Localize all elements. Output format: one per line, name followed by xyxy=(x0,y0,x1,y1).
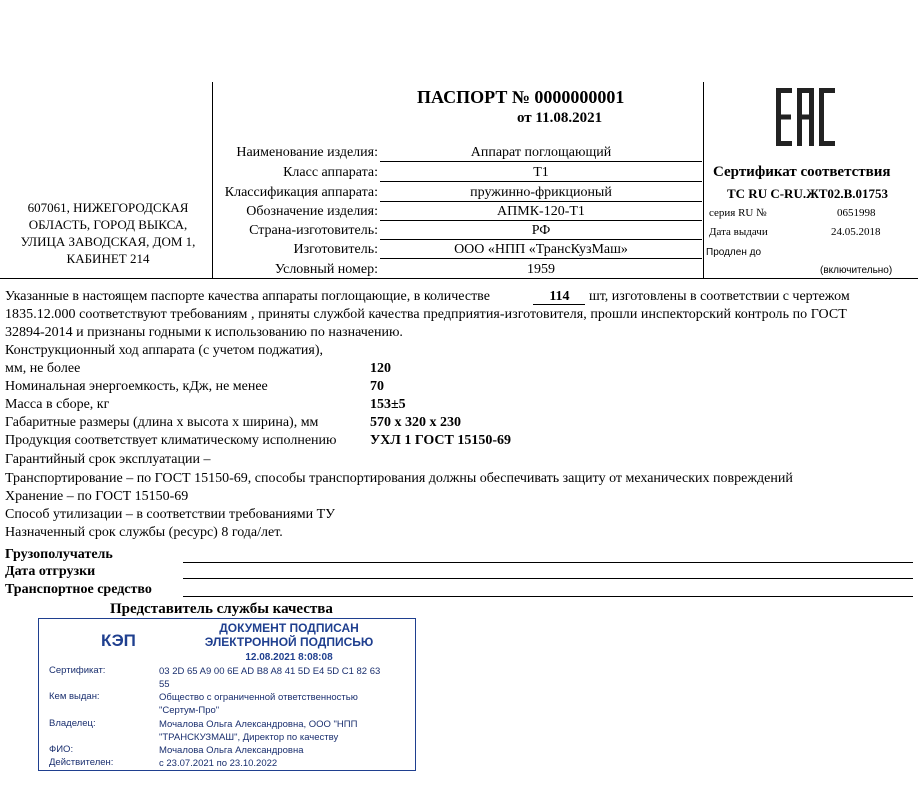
mass-label: Масса в сборе, кг xyxy=(5,397,110,412)
certificate-number: ТС RU C-RU.ЖТ02.В.01753 xyxy=(727,186,889,201)
field-label: Изготовитель: xyxy=(293,242,378,257)
passport-date: от 11.08.2021 xyxy=(517,110,603,126)
climate-label: Продукция соответствует климатическому исполнению xyxy=(5,433,337,448)
signed-heading-2: ЭЛЕКТРОННОЙ ПОДПИСЬЮ xyxy=(204,635,374,649)
address-line: 607061, НИЖЕГОРОДСКАЯ xyxy=(27,200,189,215)
field-value: 1959 xyxy=(527,262,555,277)
dims-value: 570 х 320 х 230 xyxy=(370,415,461,430)
field-label: Страна-изготовитель: xyxy=(249,223,378,238)
header-bottom-rule xyxy=(0,278,918,279)
extended-label: Продлен до xyxy=(706,247,762,258)
eac-mark-icon xyxy=(776,88,836,146)
cert-label: Сертификат: xyxy=(49,665,106,676)
field-value: Аппарат поглощающий xyxy=(380,145,702,162)
intro-line-3: 1835.12.000 соответствуют требованиям , приняты службой качества предприятия-изготовителя, прошли инспекторский контроль по ГОСТ xyxy=(5,307,847,322)
series-value: 0651998 xyxy=(837,207,876,219)
signed-datetime: 12.08.2021 8:08:08 xyxy=(245,652,333,663)
issue-date-value: 24.05.2018 xyxy=(831,226,881,238)
climate-value: УХЛ 1 ГОСТ 15150-69 xyxy=(370,433,512,448)
valid-value: с 23.07.2021 по 23.10.2022 xyxy=(159,758,278,769)
header-divider-right xyxy=(703,82,704,278)
dims-label: Габаритные размеры (длина х высота х ширина), мм xyxy=(5,415,319,430)
field-value: РФ xyxy=(380,223,702,240)
address-line: ОБЛАСТЬ, ГОРОД ВЫКСА, xyxy=(28,217,188,232)
mass-value: 153±5 xyxy=(370,397,406,412)
fio-label: ФИО: xyxy=(49,744,74,755)
issuer-value-line: Общество с ограниченной ответственностью xyxy=(159,692,358,703)
stroke-label-2: мм, не более xyxy=(5,361,81,376)
issue-date-label: Дата выдачи xyxy=(709,226,768,238)
field-label: Класс аппарата: xyxy=(283,165,378,180)
owner-value-line: "ТРАНСКУЗМАШ", Директор по качеству xyxy=(159,732,339,743)
storage-text: Хранение – по ГОСТ 15150-69 xyxy=(5,489,189,504)
signed-heading-1: ДОКУМЕНТ ПОДПИСАН xyxy=(219,621,359,635)
quantity-value: 114 xyxy=(533,289,585,305)
fio-value: Мочалова Ольга Александровна xyxy=(159,745,304,756)
header-divider-left xyxy=(212,82,213,278)
field-label: Классификация аппарата: xyxy=(224,185,378,200)
intro-line-4: 32894-2014 и признаны годными к использованию по назначению. xyxy=(5,325,403,340)
cert-value xyxy=(159,665,409,691)
consignee-line xyxy=(183,562,913,563)
certificate-title: Сертификат соответствия xyxy=(713,164,891,180)
valid-label: Действителен: xyxy=(49,757,114,768)
disposal-text: Способ утилизации – в соответствии требованиями ТУ xyxy=(5,507,336,522)
cert-value-line: 55 xyxy=(159,679,170,690)
cert-value-line: 03 2D 65 A9 00 6E AD B8 A8 41 5D E4 5D C1 82 63 xyxy=(159,666,381,677)
field-value: АПМК-120-Т1 xyxy=(380,204,702,221)
energy-label: Номинальная энергоемкость, кДж, не менее xyxy=(5,379,268,394)
ship-date-label: Дата отгрузки xyxy=(5,564,96,579)
warranty-text: Гарантийный срок эксплуатации – xyxy=(5,452,211,467)
energy-value: 70 xyxy=(370,379,384,394)
stroke-label-1: Конструкционный ход аппарата (с учетом поджатия), xyxy=(5,343,323,358)
eac-logo xyxy=(776,88,836,146)
field-value: пружинно-фрикционый xyxy=(380,185,702,202)
service-life-text: Назначенный срок службы (ресурс) 8 года/лет. xyxy=(5,525,283,540)
address-line: УЛИЦА ЗАВОДСКАЯ, ДОМ 1, xyxy=(20,234,196,249)
issuer-value xyxy=(159,691,409,717)
field-label: Условный номер: xyxy=(274,262,378,277)
series-label: серия RU № xyxy=(709,207,767,219)
inclusive-note: (включительно) xyxy=(820,265,893,276)
stroke-value: 120 xyxy=(370,361,391,376)
intro-text: Указанные в настоящем паспорте качества аппараты поглощающие, в количестве xyxy=(5,289,490,304)
owner-value-line: Мочалова Ольга Александровна, ООО "НПП xyxy=(159,719,358,730)
consignee-label: Грузополучатель xyxy=(5,547,113,562)
issuer-label: Кем выдан: xyxy=(49,691,100,702)
field-label: Обозначение изделия: xyxy=(246,204,378,219)
passport-title: ПАСПОРТ № 0000000001 xyxy=(417,87,625,107)
address-line: КАБИНЕТ 214 xyxy=(66,251,150,266)
vehicle-line xyxy=(183,596,913,597)
manufacturer-address xyxy=(10,199,206,267)
field-value: ООО «НПП «ТрансКузМаш» xyxy=(380,242,702,259)
transport-text: Транспортирование – по ГОСТ 15150-69, способы транспортирования должны обеспечивать защиту от механических повреждений xyxy=(5,471,793,486)
field-value: Т1 xyxy=(380,165,702,182)
vehicle-label: Транспортное средство xyxy=(5,582,152,597)
ship-date-line xyxy=(183,578,913,579)
intro-line-1 xyxy=(5,288,910,306)
electronic-signature-stamp xyxy=(38,618,416,771)
owner-label: Владелец: xyxy=(49,718,96,729)
kep-label: КЭП xyxy=(101,631,136,650)
quality-rep-label: Представитель службы качества xyxy=(110,601,333,617)
field-label: Наименование изделия: xyxy=(236,145,378,160)
intro-text: шт, изготовлены в соответствии с чертежом xyxy=(588,289,850,304)
issuer-value-line: "Сертум-Про" xyxy=(159,705,220,716)
owner-value xyxy=(159,718,409,744)
